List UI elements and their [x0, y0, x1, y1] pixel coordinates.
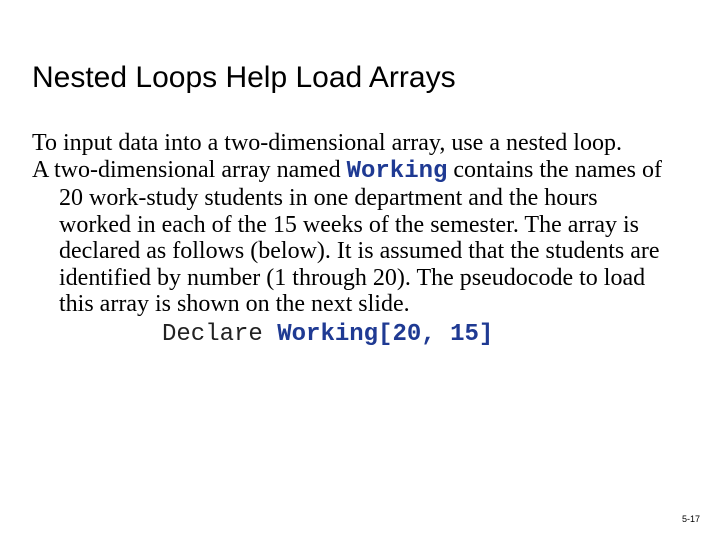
declared-array: Working[20, 15] [277, 320, 494, 348]
paragraph-2 [32, 157, 672, 318]
slide-number: 5-17 [681, 514, 700, 524]
paragraph-2-body: contains the names of 20 work-study students in one department and the hours worked in each of the 15 weeks of the semester. The array is declared as follows (below). It is assumed that the students are identified by number (1 through 20). The pseudocode to load this array is shown on the next slide. [59, 156, 663, 317]
slide-body [32, 130, 672, 350]
declare-keyword: Declare [162, 320, 263, 348]
paragraph-2-intro: A two-dimensional array named [32, 156, 347, 183]
paragraph-1: To input data into a two-dimensional array, use a nested loop. [32, 130, 622, 156]
array-name-code: Working [346, 157, 448, 185]
declaration-line [32, 320, 672, 350]
slide-title: Nested Loops Help Load Arrays [32, 61, 456, 94]
